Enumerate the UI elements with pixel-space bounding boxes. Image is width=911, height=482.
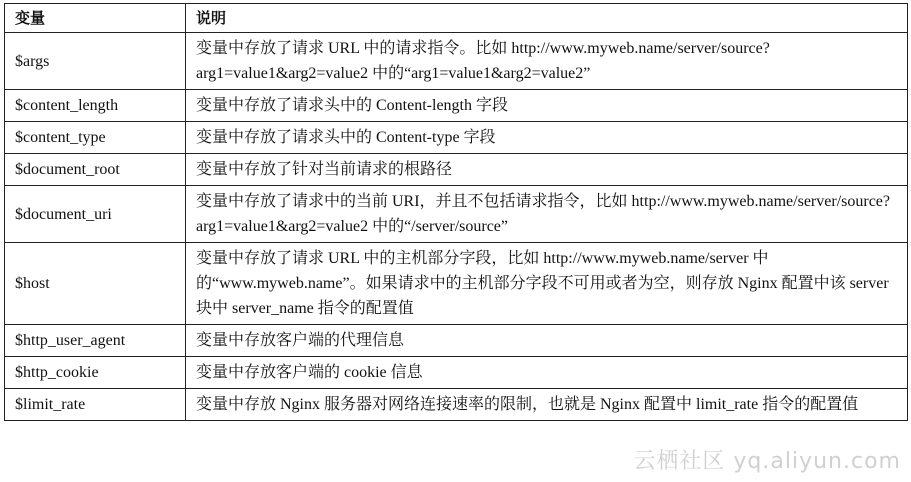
- table-row: [5, 243, 908, 325]
- variable-description: 变量中存放客户端的代理信息: [186, 325, 908, 357]
- variable-name: $content_type: [5, 122, 186, 154]
- variable-name: $http_user_agent: [5, 325, 186, 357]
- header-description: 说明: [186, 4, 908, 33]
- variable-description: 变量中存放了请求头中的 Content-length 字段: [186, 90, 908, 122]
- variable-name: $limit_rate: [5, 389, 186, 421]
- variable-description: 变量中存放了请求 URL 中的请求指令。比如 http://www.myweb.name/server/source?arg1=value1&arg2=value2 中的“arg1=value1&arg2=value2”: [186, 33, 908, 90]
- variable-name: $document_uri: [5, 186, 186, 243]
- table-row: [5, 122, 908, 154]
- variable-description: 变量中存放 Nginx 服务器对网络连接速率的限制，也就是 Nginx 配置中 limit_rate 指令的配置值: [186, 389, 908, 421]
- table-header-row: [5, 4, 908, 33]
- variable-name: $http_cookie: [5, 357, 186, 389]
- table-row: [5, 389, 908, 421]
- variable-description: 变量中存放了针对当前请求的根路径: [186, 154, 908, 186]
- table-row: [5, 90, 908, 122]
- variable-description: 变量中存放了请求 URL 中的主机部分字段，比如 http://www.myweb.name/server 中的“www.myweb.name”。如果请求中的主机部分字段不可用或者为空，则存放 Nginx 配置中该 server 块中 server_name 指令的配置值: [186, 243, 908, 325]
- table-row: [5, 357, 908, 389]
- table-row: [5, 186, 908, 243]
- variable-description: 变量中存放客户端的 cookie 信息: [186, 357, 908, 389]
- header-variable: 变量: [5, 4, 186, 33]
- table-row: [5, 33, 908, 90]
- variables-table: [4, 3, 908, 421]
- variable-name: $document_root: [5, 154, 186, 186]
- variable-description: 变量中存放了请求头中的 Content-type 字段: [186, 122, 908, 154]
- variable-description: 变量中存放了请求中的当前 URI，并且不包括请求指令，比如 http://www.myweb.name/server/source?arg1=value1&arg2=value2 中的“/server/source”: [186, 186, 908, 243]
- watermark: 云栖社区 yq.aliyun.com: [633, 449, 901, 474]
- variable-name: $content_length: [5, 90, 186, 122]
- table-row: [5, 154, 908, 186]
- variable-name: $args: [5, 33, 186, 90]
- table-row: [5, 325, 908, 357]
- variable-name: $host: [5, 243, 186, 325]
